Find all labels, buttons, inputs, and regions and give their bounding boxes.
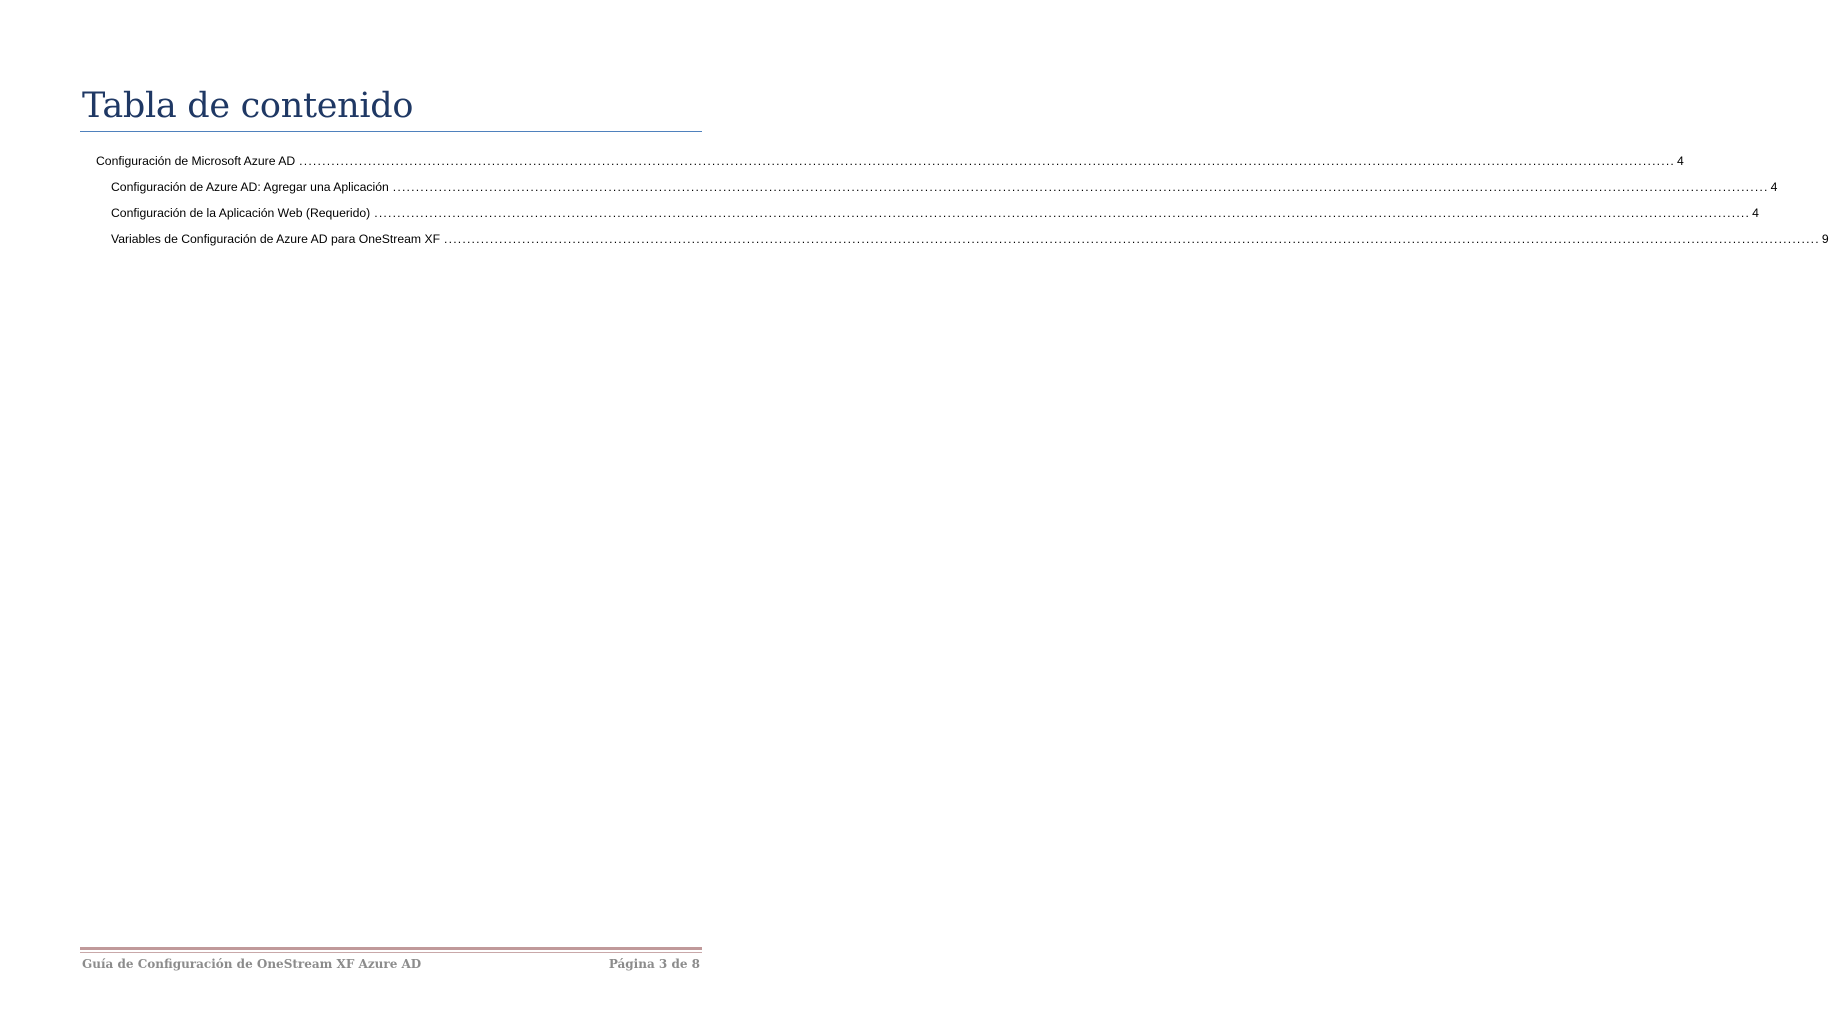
toc-entry-text: Configuración de Azure AD: Agregar una Aplicación [111, 180, 389, 194]
title-underline [80, 131, 702, 132]
toc-entry[interactable] [96, 178, 1778, 204]
toc-list [96, 152, 1829, 256]
toc-dot-leader: ............................................................................................................................................................................................................................................................................................................ [444, 232, 1820, 246]
toc-entry-text: Configuración de Microsoft Azure AD [96, 154, 296, 168]
footer-document-title: Guía de Configuración de OneStream XF Azure AD [82, 957, 422, 971]
toc-entry[interactable] [96, 152, 1684, 178]
toc-entry-text: Configuración de la Aplicación Web (Requerido) [111, 206, 371, 220]
toc-entry-page: 4 [1677, 154, 1684, 168]
footer-divider-thin [80, 952, 702, 953]
toc-entry-page: 4 [1752, 206, 1759, 220]
footer-divider [80, 947, 702, 950]
toc-entry-page: 4 [1770, 180, 1778, 194]
toc-entry[interactable] [96, 230, 1829, 256]
toc-entry[interactable] [96, 204, 1759, 230]
toc-entry-text: Variables de Configuración de Azure AD para OneStream XF [111, 232, 441, 246]
toc-entry-page: 9 [1821, 232, 1829, 246]
toc-dot-leader: ............................................................................................................................................................................................................................................................................................................ [299, 154, 1675, 168]
footer-page-number: Página 3 de 8 [608, 957, 700, 971]
toc-dot-leader: ............................................................................................................................................................................................................................................................................................................ [374, 206, 1751, 220]
toc-title: Tabla de contenido [82, 86, 414, 126]
toc-dot-leader: ............................................................................................................................................................................................................................................................................................................ [392, 180, 1769, 194]
